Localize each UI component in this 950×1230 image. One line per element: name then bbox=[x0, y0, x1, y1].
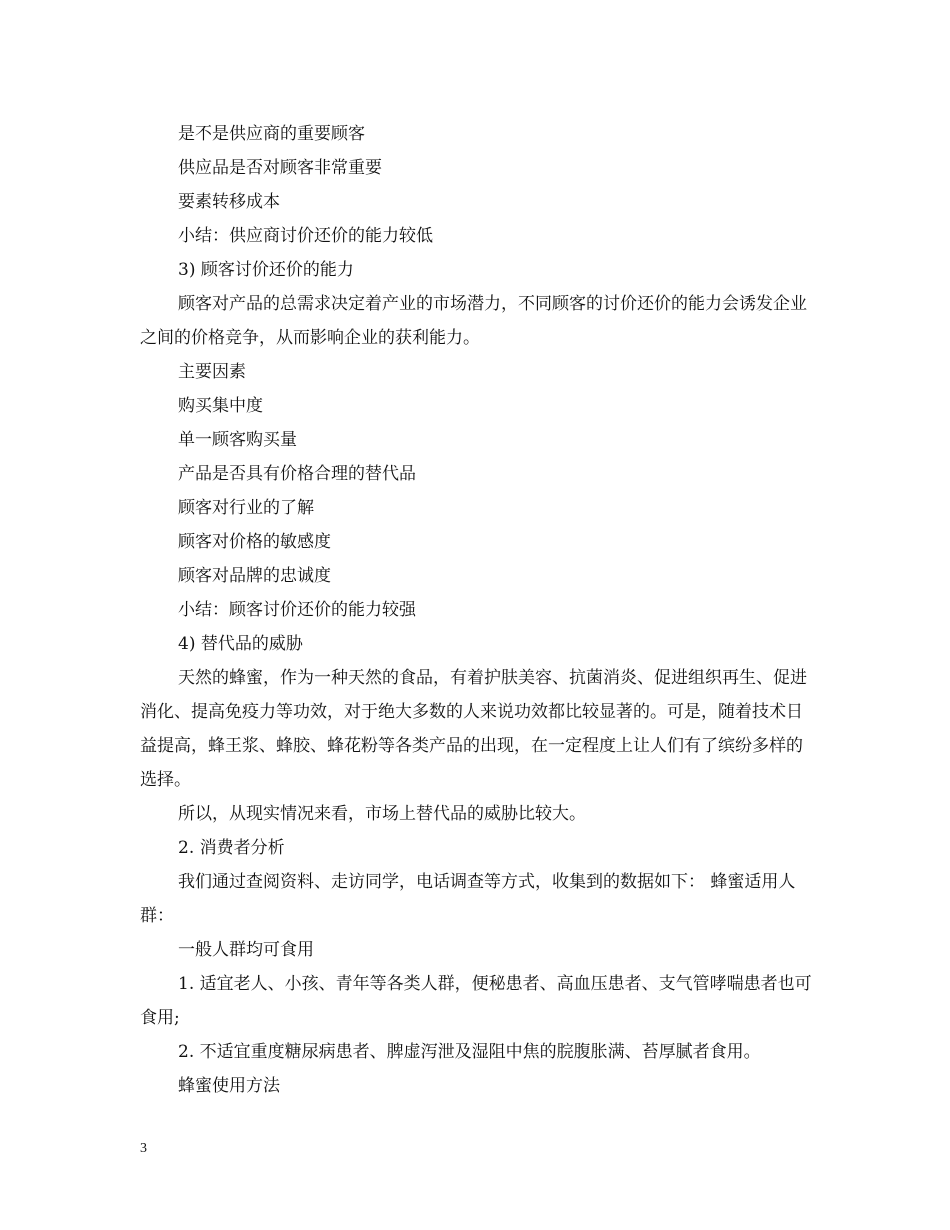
paragraph: 小结：顾客讨价还价的能力较强 bbox=[178, 600, 416, 620]
paragraph: 蜂蜜使用方法 bbox=[178, 1076, 280, 1096]
page-body bbox=[140, 117, 812, 1103]
list-item: 单一顾客购买量 bbox=[178, 430, 297, 450]
list-item: 2. 不适宜重度糖尿病患者、脾虚泻泄及湿阻中焦的脘腹胀满、苔厚腻者食用。 bbox=[178, 1042, 761, 1062]
paragraph: 供应品是否对顾客非常重要 bbox=[178, 158, 382, 178]
paragraph: 我们通过查阅资料、走访同学，电话调查等方式，收集到的数据如下： 蜂蜜适用人群： bbox=[140, 872, 796, 926]
list-item: 顾客对价格的敏感度 bbox=[178, 532, 331, 552]
list-item: 顾客对行业的了解 bbox=[178, 498, 314, 518]
paragraph: 顾客对产品的总需求决定着产业的市场潜力，不同顾客的讨价还价的能力会诱发企业之间的价格竞争，从而影响企业的获利能力。 bbox=[140, 294, 807, 348]
paragraph: 要素转移成本 bbox=[178, 192, 280, 212]
paragraph: 是不是供应商的重要顾客 bbox=[178, 124, 365, 144]
paragraph: 一般人群均可食用 bbox=[178, 940, 314, 960]
paragraph: 主要因素 bbox=[178, 362, 246, 382]
list-item: 顾客对品牌的忠诚度 bbox=[178, 566, 331, 586]
page-number: 3 bbox=[140, 1141, 147, 1156]
section-heading: 4) 替代品的威胁 bbox=[178, 634, 303, 654]
paragraph: 所以，从现实情况来看，市场上替代品的威胁比较大。 bbox=[178, 804, 586, 824]
paragraph: 小结：供应商讨价还价的能力较低 bbox=[178, 226, 433, 246]
section-heading: 2. 消费者分析 bbox=[178, 838, 285, 858]
list-item: 1. 适宜老人、小孩、青年等各类人群，便秘患者、高血压患者、支气管哮喘患者也可食用; bbox=[140, 974, 812, 1028]
list-item: 产品是否具有价格合理的替代品 bbox=[178, 464, 416, 484]
list-item: 购买集中度 bbox=[178, 396, 263, 416]
paragraph: 天然的蜂蜜，作为一种天然的食品，有着护肤美容、抗菌消炎、促进组织再生、促进消化、提高免疫力等功效，对于绝大多数的人来说功效都比较显著的。可是，随着技术日益提高，蜂王浆、蜂胶、蜂花粉等各类产品的出现，在一定程度上让人们有了缤纷多样的选择。 bbox=[140, 668, 807, 790]
section-heading: 3) 顾客讨价还价的能力 bbox=[178, 260, 354, 280]
